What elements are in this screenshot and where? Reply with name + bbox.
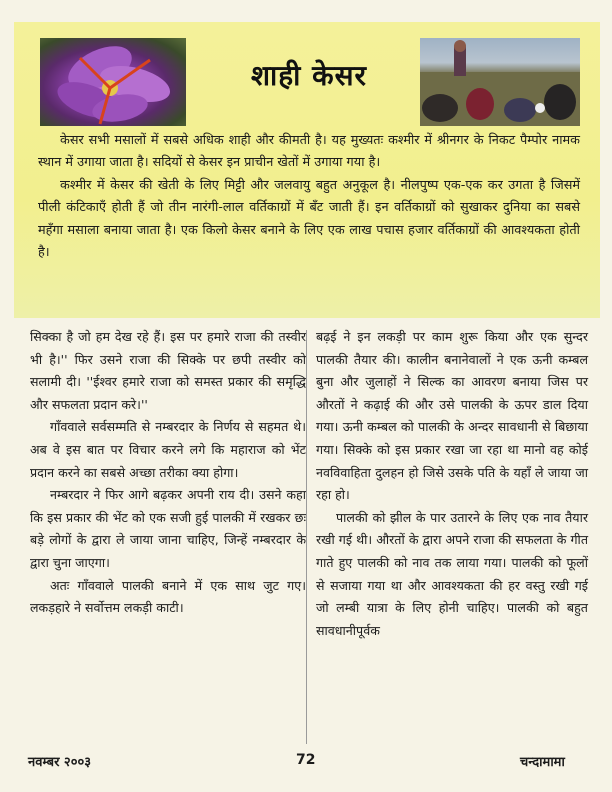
magazine-name: चन्दामामा — [520, 755, 565, 770]
harvest-field-illustration — [420, 38, 580, 126]
story-paragraph: गाँववाले सर्वसम्मति से नम्बरदार के निर्णय से सहमत थे। अब वे इस बात पर विचार करने लगे कि महाराज को भेंट प्रदान करने का सबसे अच्छा तरीका क्या होगा। — [30, 419, 306, 480]
intro-paragraph: कश्मीर में केसर की खेती के लिए मिट्टी और जलवायु बहुत अनुकूल है। नीलपुष्प एक-एक कर उगता है जिसमें पीली कंटिकाएँ होती हैं जो तीन नारंगी-लाल वर्तिकाग्रों में बँट जाती हैं। इन वर्तिकाग्रों को सुखाकर दुनिया का सबसे महँगा मसाला बनाया जाता है। एक किलो केसर बनाने के लिए एक लाख पचास हजार वर्तिकाग्रों की आवश्यकता होती है। — [38, 177, 580, 261]
story-paragraph: सिक्का है जो हम देख रहे हैं। इस पर हमारे राजा की तस्वीर भी है।'' फिर उसने राजा की सिक्के पर छपी तस्वीर को सलामी दी। ''ईश्वर हमारे राजा को समस्त प्रकार की समृद्धि और सफलता प्रदान करे।'' — [30, 329, 306, 412]
intro-paragraph: केसर सभी मसालों में सबसे अधिक शाही और कीमती है। यह मुख्यतः कश्मीर में श्रीनगर के निकट पैम्पोर नामक स्थान में उगाया जाता है। सदियों से केसर इन प्राचीन खेतों में उगाया गया है। — [38, 133, 580, 171]
feature-text — [38, 130, 580, 264]
story-column-right — [316, 326, 588, 642]
story-paragraph: पालकी को झील के पार उतारने के लिए एक नाव तैयार रखी गई थी। औरतों के द्वारा अपने राजा की सफलता के गीत गाते हुए पालकी को नाव तक लाया गया। पालकी को फूलों से सजाया गया था और आवश्यकता की हर वस्तु रखी गई जो लम्बी यात्रा के लिए होनी चाहिए। पालकी को बहुत सावधानीपूर्वक — [316, 509, 588, 638]
saffron-flower-illustration — [40, 38, 186, 126]
page-number: 72 — [296, 752, 316, 768]
story-paragraph: अतः गाँववाले पालकी बनाने में एक साथ जुट गए। लकड़हारे ने सर्वोत्तम लकड़ी काटी। — [30, 577, 306, 616]
saffron-field-photo — [420, 38, 580, 126]
story-paragraph: बढ़ई ने इन लकड़ी पर काम शुरू किया और एक सुन्दर पालकी तैयार की। कालीन बनानेवालों ने एक ऊनी कम्बल बुना और जुलाहों ने सिल्क का आवरण बनाया जिस पर औरतों ने कढ़ाई की और उसे पालकी के ऊपर डाल दिया गया। ऊनी कम्बल को पालकी के अन्दर सावधानी से बिछाया गया। सिक्के को इस प्रकार रखा जा रहा था मानो वह कोई नवविवाहिता दुलहन हो जिसे उसके पति के यहाँ ले जाया जा रहा हो। — [316, 329, 588, 503]
issue-date: नवम्बर २००३ — [28, 755, 91, 770]
saffron-flower-photo — [40, 38, 186, 126]
story-paragraph: नम्बरदार ने फिर आगे बढ़कर अपनी राय दी। उसने कहा कि इस प्रकार की भेंट को एक सजी हुई पालकी में रखकर छः बड़े लोगों के द्वारा ले जाया जाना चाहिए, जिन्हें नम्बरदार के द्वारा चुना जाएगा। — [30, 487, 306, 570]
saffron-feature-box — [14, 22, 600, 318]
article-title: शाही केसर — [250, 59, 368, 92]
column-divider — [306, 330, 307, 744]
story-column-left — [30, 326, 306, 620]
